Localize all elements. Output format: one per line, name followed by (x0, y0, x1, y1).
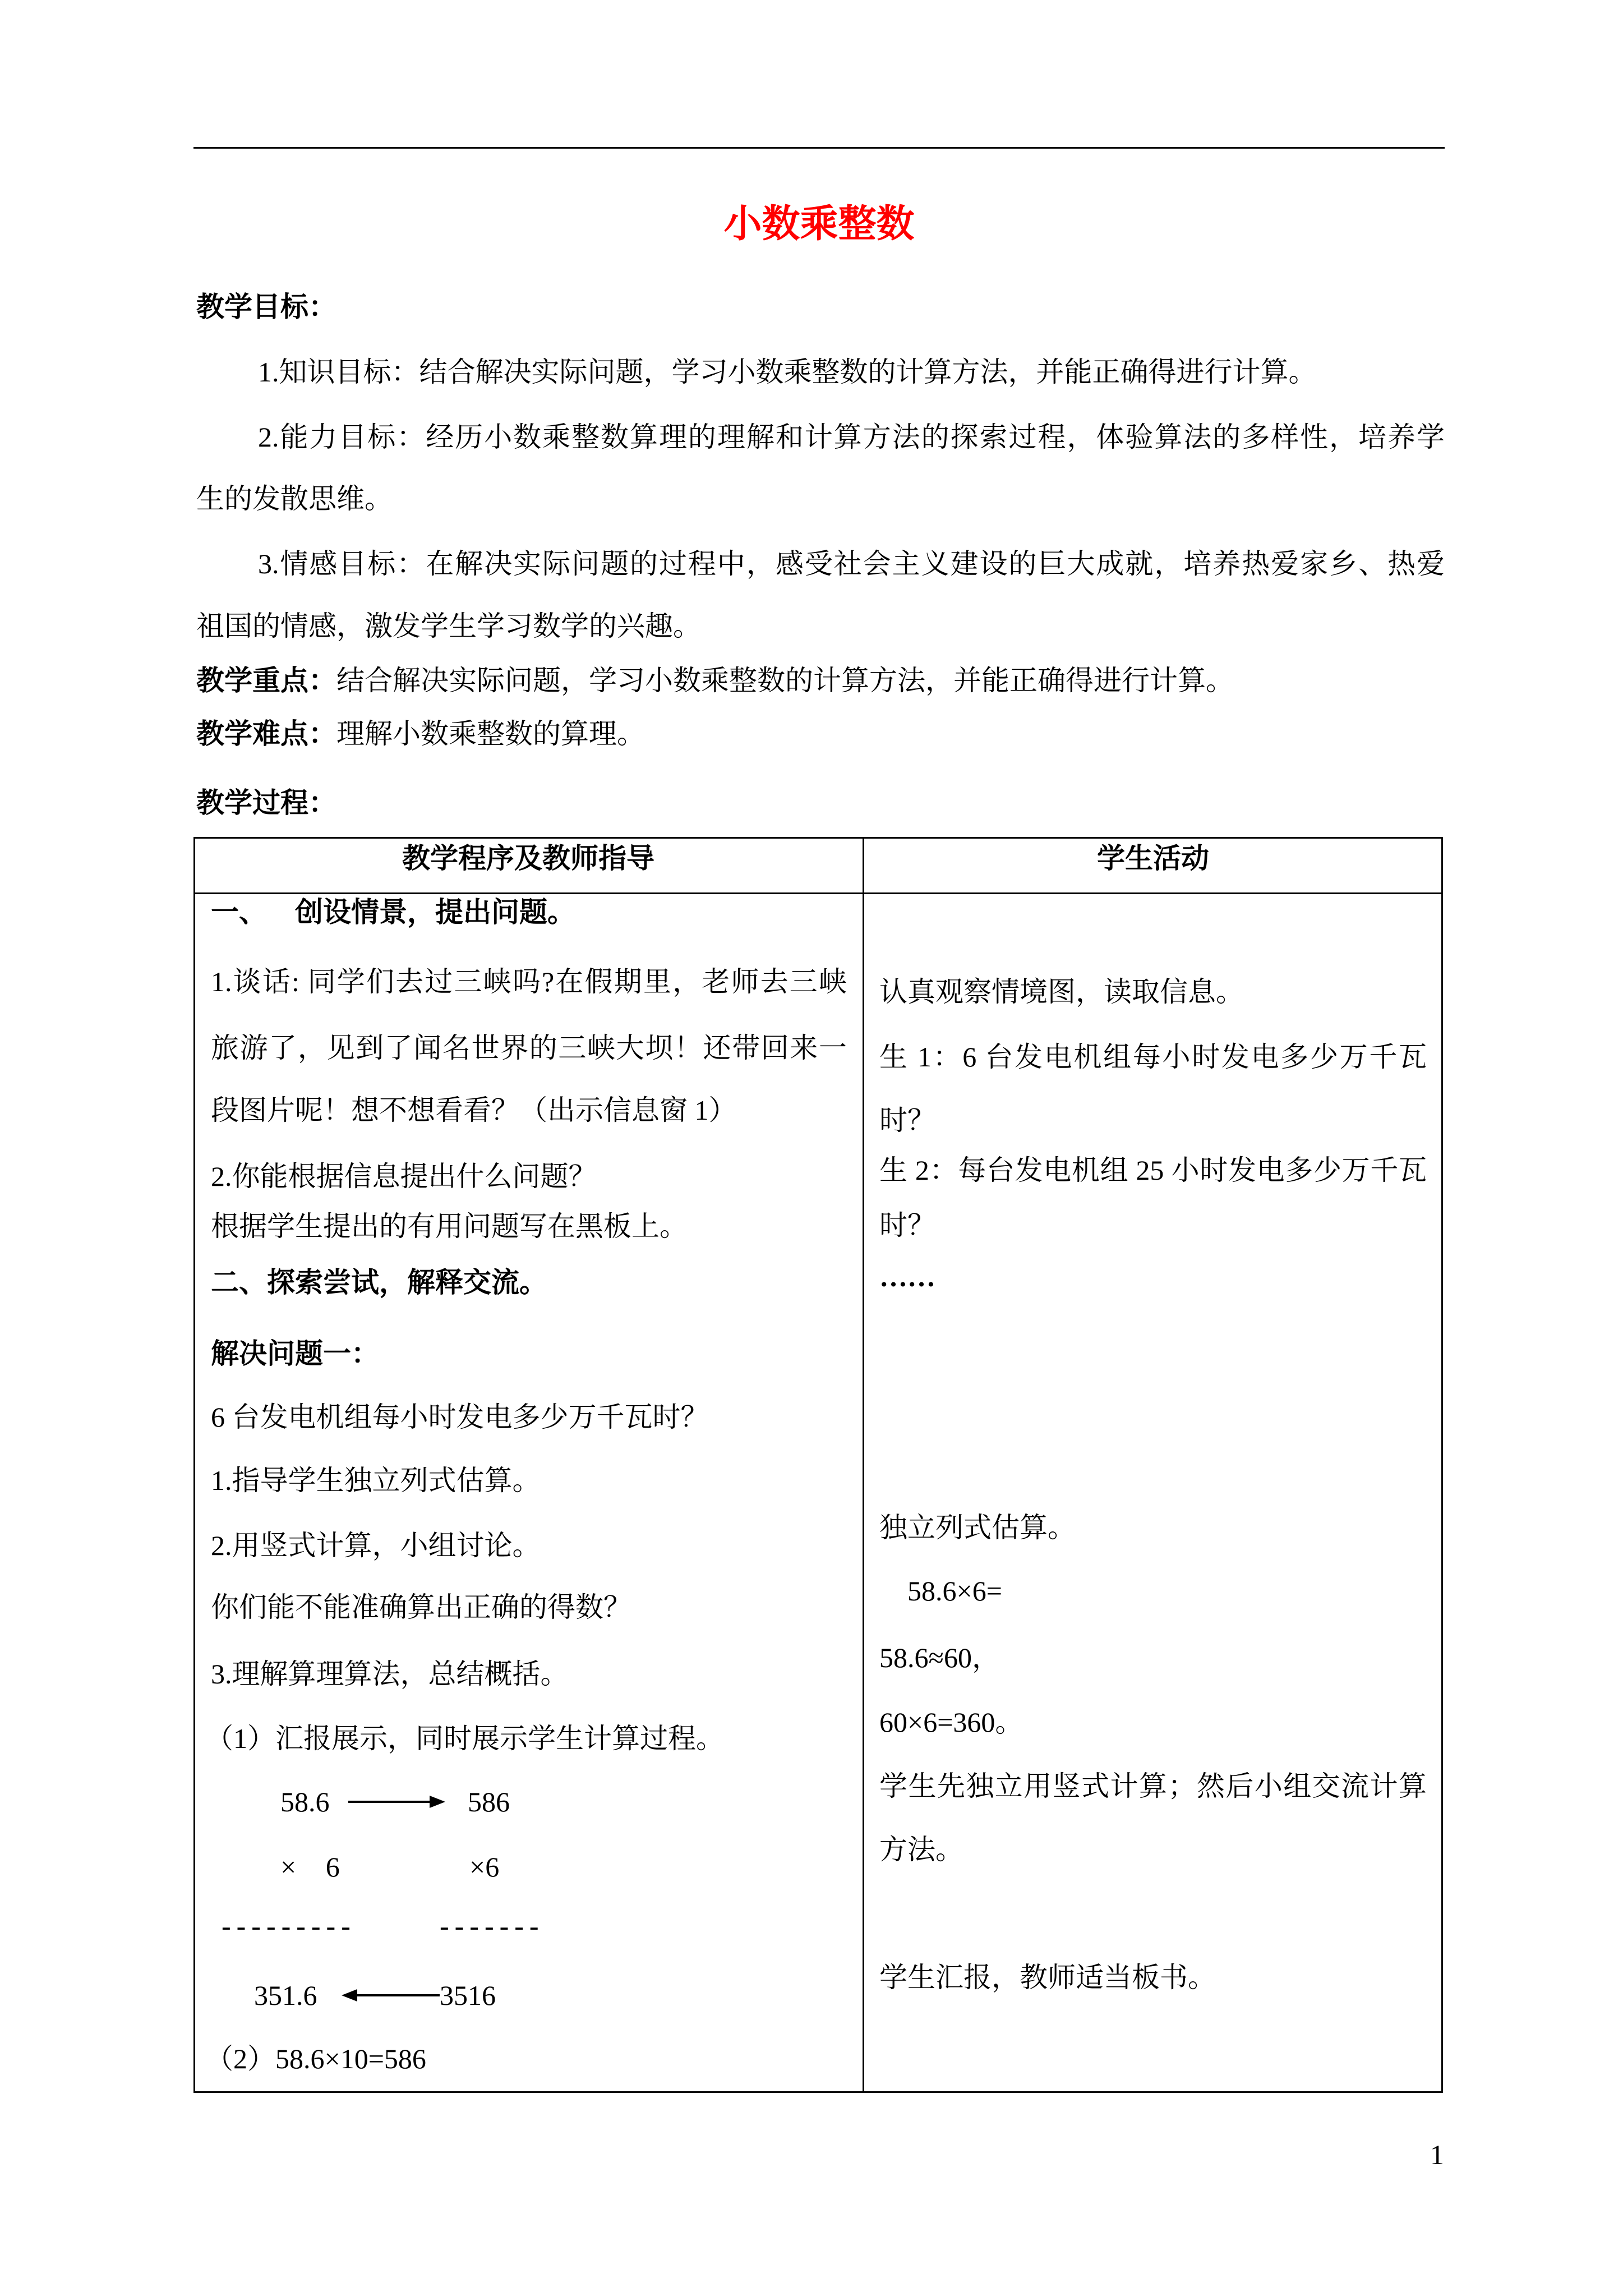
difficulty (196, 717, 645, 751)
table-header-divider (193, 892, 1443, 894)
key-point-text: 结合解决实际问题，学习小数乘整数的计算方法，并能正确得进行计算。 (336, 665, 1234, 696)
calc-rule: --------- (222, 1910, 356, 1941)
arrow-left-icon (340, 1986, 441, 2005)
student-report: 学生汇报，教师适当板书。 (879, 1962, 1216, 1993)
calc-rule-scaled: ------- (440, 1910, 545, 1941)
student-estimate: 独立列式估算。 (879, 1512, 1076, 1543)
objectives-heading: 教学目标： (196, 291, 336, 323)
student-ellipsis: …… (879, 1261, 935, 1292)
page-number: 1 (1430, 2139, 1444, 2170)
process-heading: 教学过程： (196, 787, 336, 818)
table-header-student: 学生活动 (1097, 843, 1209, 874)
objective-ability-line: 生的发散思维。 (196, 483, 393, 514)
key-point-label: 教学重点： (196, 665, 336, 696)
page-title: 小数乘整数 (723, 202, 915, 246)
header-rule (193, 147, 1445, 149)
talk-line: 段图片呢！想不想看看？（出示信息窗 1） (211, 1094, 737, 1126)
objective-knowledge: 1.知识目标：结合解决实际问题，学习小数乘整数的计算方法，并能正确得进行计算。 (258, 356, 1317, 388)
objective-emotion-line: 3.情感目标：在解决实际问题的过程中，感受社会主义建设的巨大成就，培养热爱家乡、热爱 (258, 548, 1445, 579)
estimate-step: 60×6=360。 (879, 1706, 1023, 1738)
difficulty-text: 理解小数乘整数的算理。 (336, 718, 645, 749)
section-title: 创设情景，提出问题。 (295, 896, 575, 928)
calc-multiplier: × 6 (280, 1851, 340, 1883)
step-line: （1）汇报展示，同时展示学生计算过程。 (205, 1723, 724, 1754)
table-header-teacher: 教学程序及教师指导 (402, 843, 654, 874)
estimate-step: 58.6≈60， (879, 1642, 1000, 1673)
section-number: 一、 (211, 896, 267, 928)
problem-heading: 解决问题一： (211, 1338, 379, 1369)
arrow-right-icon (347, 1792, 448, 1811)
student-observe: 认真观察情境图，读取信息。 (879, 976, 1244, 1007)
student-vertical-line: 方法。 (879, 1834, 963, 1865)
step-line: 3.理解算理算法，总结概括。 (211, 1658, 569, 1690)
student-question-line: 时？ (879, 1105, 935, 1136)
student-question-line: 时？ (879, 1209, 935, 1241)
table-column-divider (863, 837, 864, 2093)
ask-line: 2.你能根据信息提出什么问题？ (211, 1161, 597, 1192)
calc-product-scaled: 3516 (440, 1980, 496, 2011)
talk-line: 1.谈话: 同学们去过三峡吗?在假期里，老师去三峡 (211, 966, 847, 997)
calc-factor-scaled: 586 (468, 1786, 510, 1818)
calc-factor: 58.6 (280, 1786, 330, 1818)
student-question-line: 生 1：6 台发电机组每小时发电多少万千瓦 (879, 1041, 1427, 1073)
calc-multiplier-scaled: ×6 (469, 1851, 500, 1883)
objective-emotion-line: 祖国的情感，激发学生学习数学的兴趣。 (196, 610, 701, 642)
problem-text: 6 台发电机组每小时发电多少万千瓦时？ (211, 1401, 709, 1433)
talk-line: 旅游了，见到了闻名世界的三峡大坝！还带回来一 (211, 1032, 847, 1064)
key-point (196, 664, 1234, 697)
objective-ability-line: 2.能力目标：经历小数乘整数算理的理解和计算方法的探索过程，体验算法的多样性，培养学 (258, 421, 1445, 453)
estimate-step: 58.6×6= (907, 1575, 1002, 1607)
section-title: 二、探索尝试，解释交流。 (211, 1267, 547, 1298)
step-line: 你们能不能准确算出正确的得数？ (211, 1591, 631, 1623)
step-line: 2.用竖式计算，小组讨论。 (211, 1530, 541, 1561)
board-line: 根据学生提出的有用问题写在黑板上。 (211, 1211, 688, 1242)
method-two: （2）58.6×10=586 (205, 2043, 426, 2074)
step-line: 1.指导学生独立列式估算。 (211, 1465, 541, 1496)
student-vertical-line: 学生先独立用竖式计算；然后小组交流计算 (879, 1770, 1427, 1802)
student-question-line: 生 2：每台发电机组 25 小时发电多少万千瓦 (879, 1154, 1427, 1186)
difficulty-label: 教学难点： (196, 718, 336, 749)
calc-product: 351.6 (254, 1980, 317, 2011)
